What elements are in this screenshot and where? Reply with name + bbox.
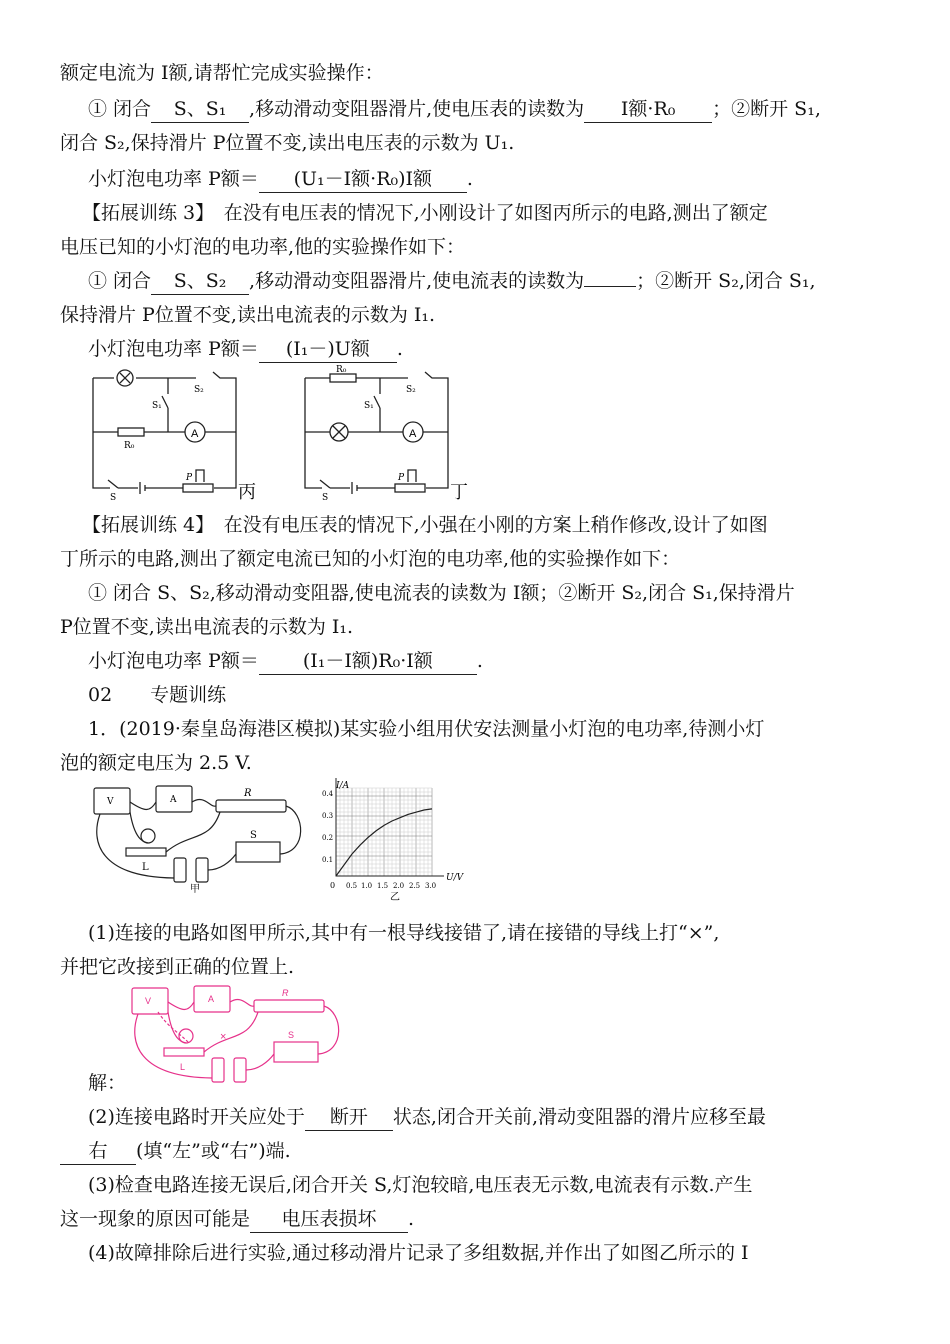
resistor-r0-label: R₀ xyxy=(124,441,135,451)
text-line: (4)故障排除后进行实验,通过移动滑片记录了多组数据,并作出了如图乙所示的 I xyxy=(88,1242,749,1264)
text-line: 保持滑片 P位置不变,读出电流表的示数为 I₁. xyxy=(60,304,436,326)
answer-blank: I额·R₀ xyxy=(584,96,712,123)
cross-mark: × xyxy=(220,1031,227,1043)
text-line: (2)连接电路时开关应处于 断开 状态,闭合开关前,滑动变阻器的滑片应移至最 xyxy=(88,1104,766,1131)
text-line: 泡的额定电压为 2.5 V. xyxy=(60,752,252,774)
text-line: 并把它改接到正确的位置上. xyxy=(60,956,295,978)
text-line: 额定电流为 I额,请帮忙完成实验操作： xyxy=(60,62,384,84)
text-line: 【拓展训练 3】 在没有电压表的情况下,小刚设计了如图丙所示的电路,测出了额定 xyxy=(82,202,768,224)
circuit-diagram-bing xyxy=(88,364,273,504)
switch-s2-label: S₂ xyxy=(194,385,204,395)
chart-y-tick: 0.3 xyxy=(322,812,334,820)
section-heading: 02 专题训练 xyxy=(88,684,227,706)
text-line: 闭合 S₂,保持滑片 P位置不变,读出电压表的示数为 U₁. xyxy=(60,132,515,154)
text-line: 小灯泡电功率 P额＝ (I₁－I额)R₀·I额 . xyxy=(88,648,483,675)
switch-s-label: S xyxy=(110,493,117,503)
text-line: ① 闭合 S、S₁ ,移动滑动变阻器滑片,使电压表的读数为 I额·R₀ ；②断开 S₁, xyxy=(88,96,821,123)
answer-blank: (I₁－)U额 xyxy=(259,336,397,363)
chart-x-label: U/V xyxy=(446,873,464,883)
figure-label-ding: 丁 xyxy=(450,482,468,503)
switch-s-label: S xyxy=(322,493,329,503)
answer-blank: 电压表损坏 xyxy=(250,1206,408,1233)
apparatus-answer-figure xyxy=(128,982,353,1092)
slider-p-label: P xyxy=(398,473,405,483)
switch-label: S xyxy=(250,830,257,841)
chart-y-tick: 0.1 xyxy=(322,856,334,864)
chart-x-tick: 0.5 xyxy=(346,882,358,890)
text-line: ① 闭合 S、S₂,移动滑动变阻器,使电流表的读数为 I额；②断开 S₂,闭合 S₁,保持滑片 xyxy=(88,582,795,604)
figure-label-jia: 甲 xyxy=(190,884,200,894)
chart-x-tick: 2.0 xyxy=(393,882,405,890)
text-line: 【拓展训练 4】 在没有电压表的情况下,小强在小刚的方案上稍作修改,设计了如图 xyxy=(82,514,768,536)
text-line: P位置不变,读出电流表的示数为 I₁. xyxy=(60,616,354,638)
chart-iu-curve xyxy=(316,776,476,902)
text-line: 小灯泡电功率 P额＝ (U₁－I额·R₀)I额 . xyxy=(88,166,473,193)
voltmeter-label: V xyxy=(107,797,114,807)
chart-y-tick: 0.4 xyxy=(322,790,334,798)
chart-y-tick: 0.2 xyxy=(322,834,334,842)
switch-s1-label: S₁ xyxy=(364,401,374,411)
answer-blank: S、S₁ xyxy=(151,96,249,123)
answer-blank: (I₁－I额)R₀·I额 xyxy=(259,648,477,675)
ammeter-label: A xyxy=(208,994,215,1004)
apparatus-figure-jia xyxy=(90,782,315,894)
text-line: ① 闭合 S、S₂ ,移动滑动变阻器滑片,使电流表的读数为 ；②断开 S₂,闭合 S₁, xyxy=(88,268,816,295)
answer-blank xyxy=(584,286,636,287)
ammeter-label: A xyxy=(409,428,417,440)
figure-label-bing: 丙 xyxy=(238,482,256,503)
switch-label: S xyxy=(288,1030,295,1040)
text-line: 小灯泡电功率 P额＝ (I₁－)U额 . xyxy=(88,336,403,363)
slider-p-label: P xyxy=(186,473,193,483)
switch-s2-label: S₂ xyxy=(406,385,416,395)
text-line: 这一现象的原因可能是 电压表损坏 . xyxy=(60,1206,414,1233)
ammeter-label: A xyxy=(191,428,199,440)
answer-blank: S、S₂ xyxy=(151,268,249,295)
text-line: (1)连接的电路如图甲所示,其中有一根导线接错了,请在接错的导线上打“×”, xyxy=(88,922,720,944)
chart-x-tick: 2.5 xyxy=(409,882,421,890)
chart-y-label: I/A xyxy=(336,781,350,791)
rheostat-label: R xyxy=(244,788,252,799)
chart-origin-label: 0 xyxy=(330,881,336,890)
switch-s1-label: S₁ xyxy=(152,401,162,411)
resistor-r0-label: R₀ xyxy=(336,365,347,375)
ammeter-label: A xyxy=(170,795,177,805)
answer-blank: (U₁－I额·R₀)I额 xyxy=(259,166,467,193)
text-line: (3)检查电路连接无误后,闭合开关 S,灯泡较暗,电压表无示数,电流表有示数.产生 xyxy=(88,1174,753,1196)
text-line: 右 (填“左”或“右”)端. xyxy=(60,1138,291,1165)
circuit-diagram-ding xyxy=(300,364,485,504)
chart-x-tick: 1.0 xyxy=(361,882,373,890)
text-line: 电压已知的小灯泡的电功率,他的实验操作如下： xyxy=(60,236,466,258)
answer-blank: 断开 xyxy=(305,1104,393,1131)
text-line: 1．(2019·秦皇岛海港区模拟)某实验小组用伏安法测量小灯泡的电功率,待测小灯 xyxy=(88,718,765,740)
lamp-label: L xyxy=(180,1062,186,1072)
text-line: 解： xyxy=(88,1072,127,1094)
answer-blank: 右 xyxy=(60,1138,136,1165)
text-line: 丁所示的电路,测出了额定电流已知的小灯泡的电功率,他的实验操作如下： xyxy=(60,548,681,570)
voltmeter-label: V xyxy=(145,996,152,1006)
figure-label-yi: 乙 xyxy=(390,892,400,902)
lamp-label: L xyxy=(142,862,149,873)
chart-x-tick: 3.0 xyxy=(425,882,437,890)
chart-grid xyxy=(336,788,432,876)
chart-x-tick: 1.5 xyxy=(377,882,389,890)
rheostat-label: R xyxy=(282,988,289,998)
